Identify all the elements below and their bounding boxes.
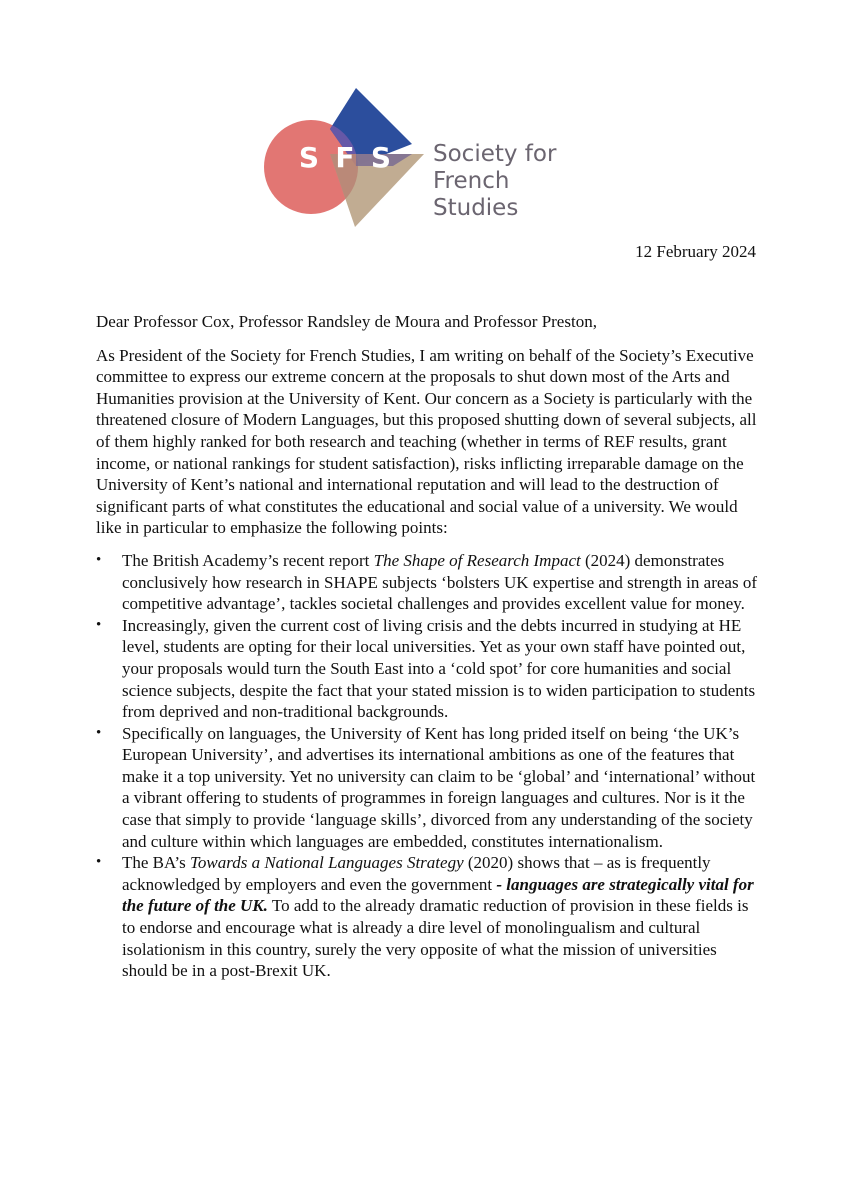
bullet-icon: •: [96, 854, 102, 871]
logo-letter: S: [370, 141, 392, 174]
list-item: • The British Academy’s recent report The Shape of Research Impact (2024) demonstrates conclusively how research in SHAPE subjects ‘bolsters UK expertise and strength in areas of competitive advantage’, tackles societal challenges and provides excellent value for money.: [96, 550, 757, 614]
logo-society-name: [433, 141, 602, 222]
logo-letters: [291, 141, 399, 174]
bullet-icon: •: [96, 724, 102, 741]
list-item: • The BA’s Towards a National Languages Strategy (2020) shows that – as is frequently acknowledged by employers and even the government - languages are strategically vital for the future of the UK. To add to the already dramatic reduction of provision in these fields is to endorse and encourage what is already a dire level of monolingualism and cultural isolationism in this country, surely the very opposite of what the mission of universities should be in a post-Brexit UK.: [96, 853, 754, 981]
logo-name-line2: French Studies: [433, 168, 519, 221]
logo-letter: S: [298, 141, 320, 174]
bullet-icon: •: [96, 616, 102, 633]
list-item: • Increasingly, given the current cost of living crisis and the debts incurred in studying at HE level, students are opting for their local universities. Yet as your own staff have pointed out, your proposals would turn the South East into a ‘cold spot’ for core humanities and social science subjects, despite the fact that your stated mission is to widen participation to students from deprived and non-traditional backgrounds.: [96, 615, 756, 722]
logo-name-line1: Society for: [433, 141, 557, 167]
letter-date: 12 February 2024: [635, 242, 756, 261]
emphasis-text: - languages are strategically vital for the future of the UK.: [122, 874, 754, 916]
report-title: The Shape of Research Impact: [373, 550, 581, 570]
list-item: • Specifically on languages, the University of Kent has long prided itself on being ‘the UK’s European University’, and advertises its international ambitions as one of the features that make it a top university. Yet no university can claim to be ‘global’ and ‘international’ without a vibrant offering to students of programmes in foreign languages and cultures. Nor is it the case that simply to provide ‘language skills’, divorced from any understanding of the society and culture within which languages are embedded, constitutes internationalism.: [96, 723, 756, 851]
strategy-title: Towards a National Languages Strategy: [190, 853, 464, 873]
letter-body: [96, 311, 760, 982]
sfs-logo: [262, 86, 602, 231]
intro-paragraph: As President of the Society for French Studies, I am writing on behalf of the Society’s Executive committee to express our extreme concern at the proposals to shut down most of the Arts and Humanities provision at the University of Kent. Our concern as a Society is particularly with the threatened closure of Modern Languages, but this proposed shutting down of several subjects, all of them highly ranked for both research and teaching (whether in terms of REF results, grant income, or national rankings for student satisfaction), risks inflicting irreparable damage on the University of Kent’s national and international reputation and will lead to the destruction of significant parts of what constitutes the educational and social value of a university. We would like in particular to emphasize the following points:: [96, 345, 757, 538]
bullet-list: [96, 550, 760, 982]
bullet-icon: •: [96, 551, 102, 568]
logo-letter: F: [335, 141, 355, 174]
salutation: Dear Professor Cox, Professor Randsley de Moura and Professor Preston,: [96, 312, 597, 331]
